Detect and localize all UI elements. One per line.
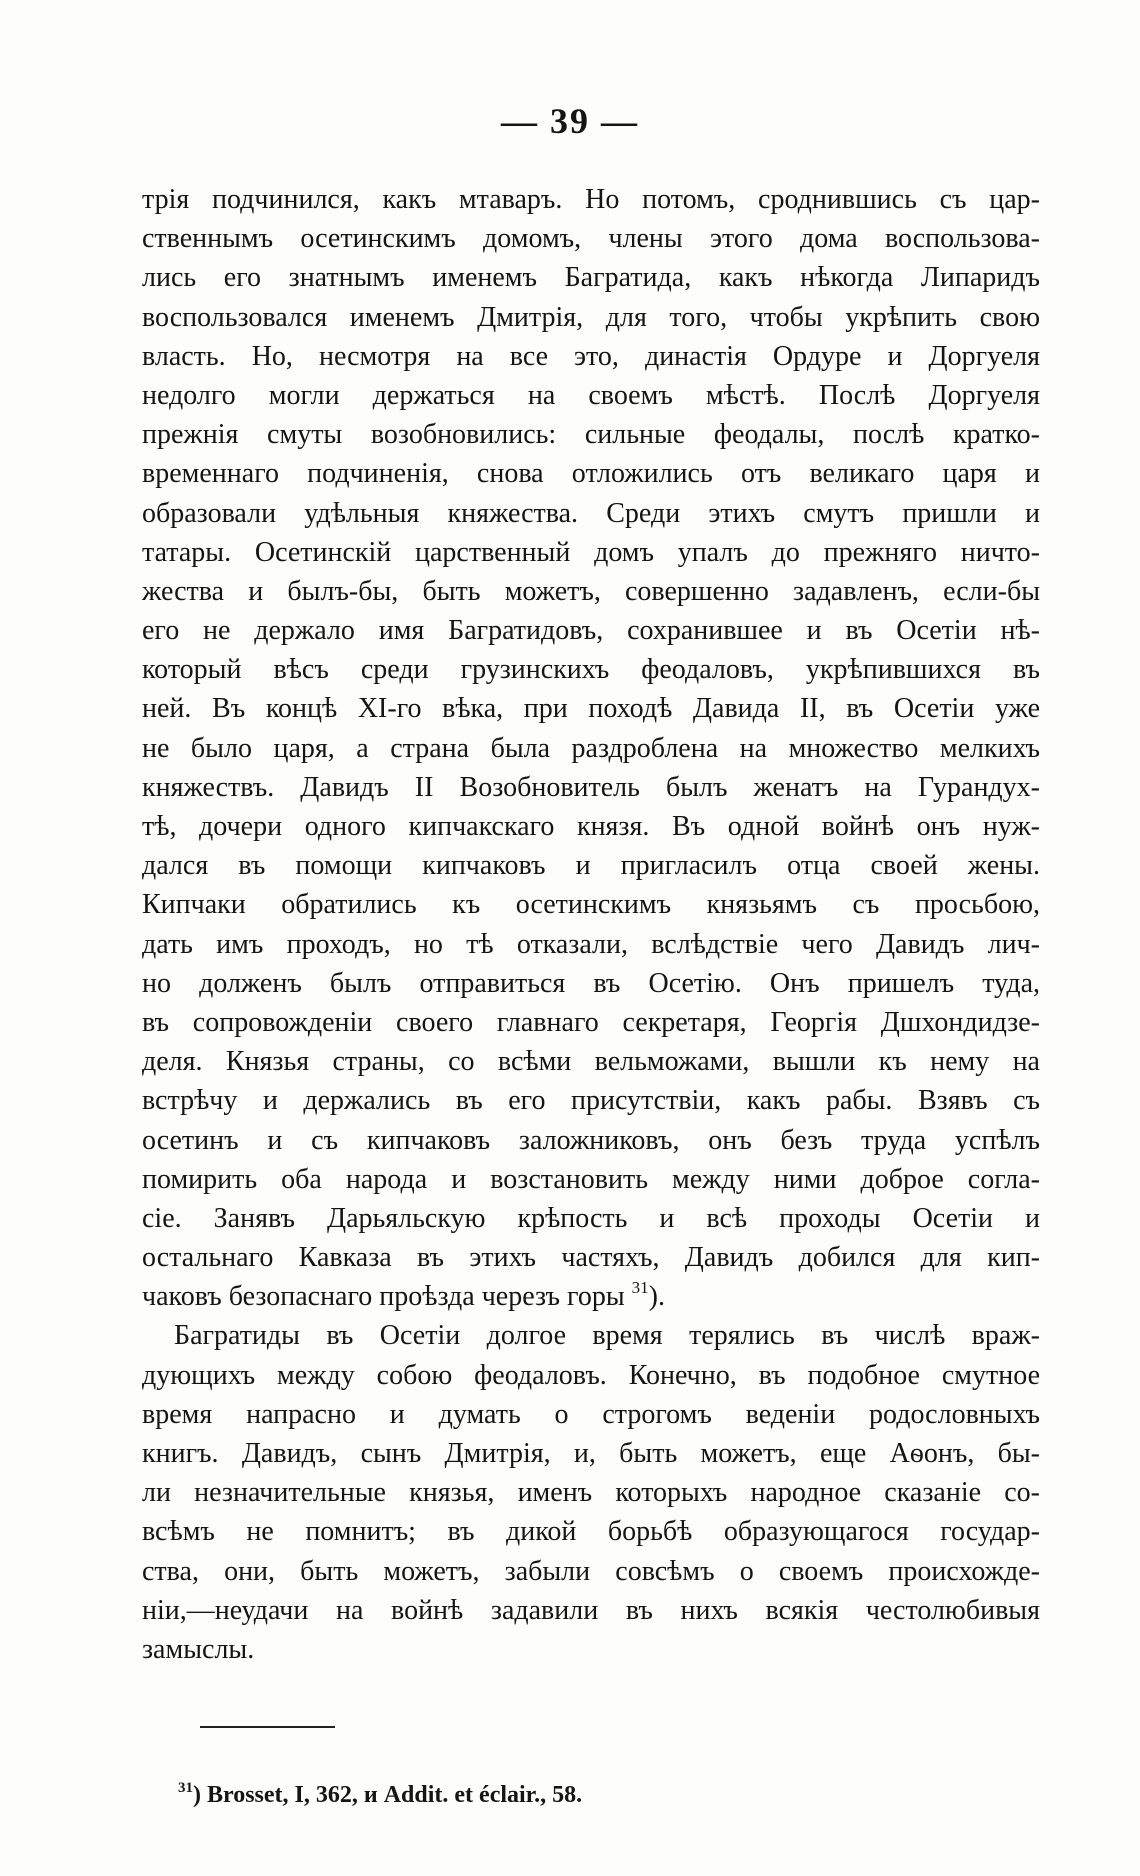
text-line: встрѣчу и держались въ его присутствіи, какъ рабы. Взявъ съ	[142, 1085, 1040, 1117]
text-line: татары. Осетинскій царственный домъ упалъ до прежняго ничто-	[142, 536, 1040, 568]
paragraph-first-line: Багратиды въ Осетіи долгое время терялись въ числѣ враж-	[174, 1320, 1040, 1352]
text-line: воспользовался именемъ Дмитрія, для того, чтобы укрѣпить свою	[142, 301, 1040, 333]
text-line: трія подчинился, какъ мтаваръ. Но потомъ, сроднившись съ цар-	[142, 184, 1040, 215]
text-line: который вѣсъ среди грузинскихъ феодаловъ, укрѣпившихся въ	[142, 654, 1040, 686]
text-line: ніи,—неудачи на войнѣ задавили въ нихъ всякія честолюбивыя	[142, 1594, 1040, 1626]
text-line: сіе. Занявъ Дарьяльскую крѣпость и всѣ проходы Осетіи и	[142, 1202, 1040, 1234]
page-number: — 39 —	[501, 101, 639, 141]
text-line: власть. Но, несмотря на все это, династія Ордуре и Доргуеля	[142, 340, 1040, 372]
text-line-with-footnote-ref	[142, 1277, 1040, 1316]
body-text	[142, 180, 1040, 1669]
text-line: лись его знатнымъ именемъ Багратида, какъ нѣкогда Липаридъ	[142, 262, 1040, 294]
text-line: Кипчаки обратились къ осетинскимъ князьямъ съ просьбою,	[142, 889, 1040, 921]
text-line: книгъ. Давидъ, сынъ Дмитрія, и, быть можетъ, еще Аѳонъ, бы-	[142, 1438, 1040, 1469]
text-line: деля. Князья страны, со всѣми вельможами, вышли къ нему на	[142, 1046, 1040, 1078]
text-line: не было царя, а страна была раздроблена на множество мелкихъ	[142, 732, 1040, 764]
text-line: осетинъ и съ кипчаковъ заложниковъ, онъ безъ труда успѣлъ	[142, 1124, 1040, 1156]
text-line: ства, они, быть можетъ, забыли совсѣмъ о своемъ происхожде-	[142, 1555, 1040, 1587]
footnote-reference-suffix: ).	[648, 1281, 665, 1313]
text-line: въ сопровожденіи своего главнаго секретаря, Георгія Дшхондидзе-	[142, 1006, 1040, 1038]
text-line: его не держало имя Багратидовъ, сохранившее и въ Осетіи нѣ-	[142, 615, 1040, 647]
text-line: ней. Въ концѣ XI-го вѣка, при походѣ Давида II, въ Осетіи уже	[142, 693, 1040, 725]
text-line: ли незначительные князья, именъ которыхъ народное сказаніе со-	[142, 1477, 1040, 1509]
text-line: княжествъ. Давидъ II Возобновитель былъ женатъ на Гурандух-	[142, 771, 1040, 803]
text-line: дующихъ между собою феодаловъ. Конечно, въ подобное смутное	[142, 1359, 1040, 1391]
footnote-text: ) Brosset, I, 362, и Addit. et éclair., 58.	[193, 1782, 583, 1808]
text-line: время напрасно и думать о строгомъ веденіи родословныхъ	[142, 1398, 1040, 1430]
footnote-reference[interactable]: 31	[631, 1278, 649, 1298]
text-line: помирить оба народа и возстановить между ними доброе согла-	[142, 1163, 1040, 1195]
text-line: временнаго подчиненія, снова отложились отъ великаго царя и	[142, 458, 1040, 490]
text-line: образовали удѣльныя княжества. Среди этихъ смутъ пришли и	[142, 497, 1040, 529]
text-line: дался въ помощи кипчаковъ и пригласилъ отца своей жены.	[142, 850, 1040, 882]
text-line: но долженъ былъ отправиться въ Осетію. Онъ пришелъ туда,	[142, 967, 1040, 999]
footnote-marker: 31	[178, 1780, 193, 1796]
text-line: тѣ, дочери одного кипчакскаго князя. Въ одной войнѣ онъ нуж-	[142, 811, 1040, 842]
text-line: дать имъ проходъ, но тѣ отказали, вслѣдствіе чего Давидъ лич-	[142, 928, 1040, 960]
text-line: прежнія смуты возобновились: сильные феодалы, послѣ кратко-	[142, 419, 1040, 451]
text-line-content: чаковъ безопаснаго проѣзда черезъ горы	[142, 1281, 625, 1313]
text-line: жества и былъ-бы, быть можетъ, совершенно задавленъ, если-бы	[142, 575, 1040, 607]
text-line: недолго могли держаться на своемъ мѣстѣ. Послѣ Доргуеля	[142, 379, 1040, 411]
footnote	[178, 1780, 878, 1810]
text-line: остальнаго Кавказа въ этихъ частяхъ, Давидъ добился для кип-	[142, 1242, 1040, 1274]
text-line: замыслы.	[142, 1633, 255, 1665]
text-line: ственнымъ осетинскимъ домомъ, члены этого дома воспользова-	[142, 223, 1040, 255]
text-line: всѣмъ не помнитъ; въ дикой борьбѣ образующагося государ-	[142, 1516, 1040, 1548]
footnote-divider	[200, 1726, 335, 1728]
